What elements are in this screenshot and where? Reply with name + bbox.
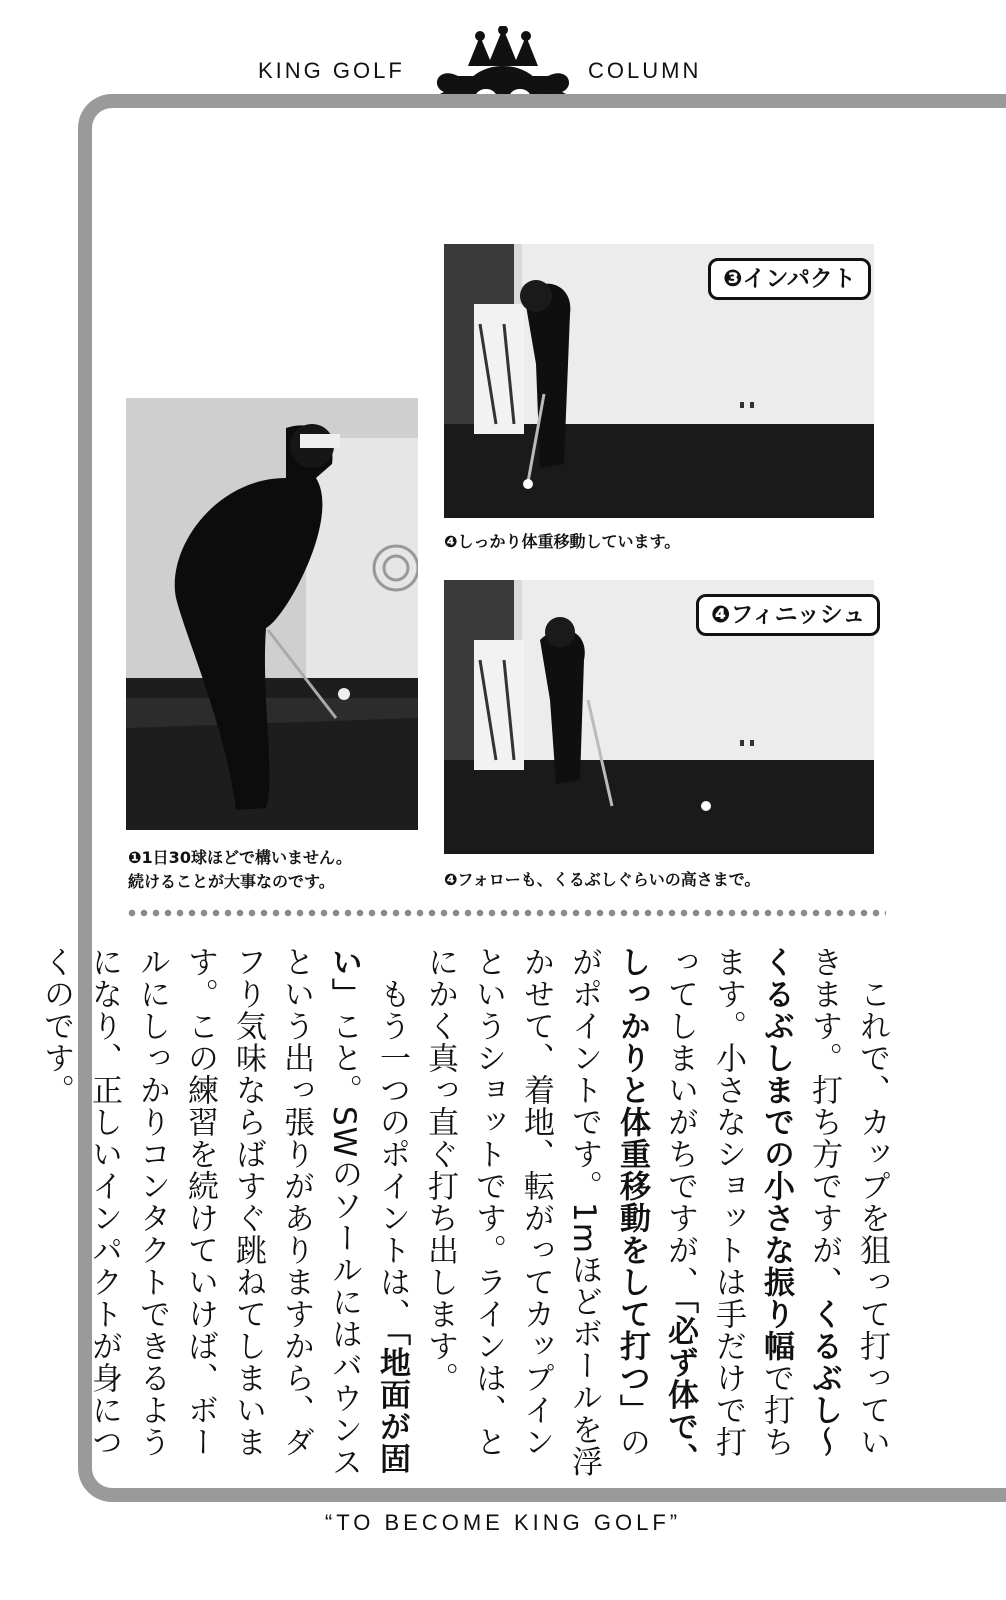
label-impact: ❸インパクト (708, 258, 871, 300)
paragraph-2: もう一つのポイントは、「地面が固い」こと。SWのソールにはバウンスという出っ張りがありますから、ダフり気味ならばすぐ跳ねてしまいます。この練習を続けていけば、ボールにしっかりコンタクトできるようになり、正しいインパクトが身につくのです。 (38, 946, 410, 1479)
caption-follow-through: ❹フォローも、くるぶしぐらいの高さまで。 (444, 870, 761, 889)
caption-address-line2: 続けることが大事なのです。 (128, 872, 335, 891)
photo-address (126, 398, 418, 830)
caption-impact: ❹しっかり体重移動しています。 (444, 532, 681, 551)
label-finish: ❹フィニッシュ (696, 594, 880, 636)
paragraph-1: これで、カップを狙って打っていきます。打ち方ですが、くるぶし～くるぶしまでの小さな振り幅で打ちます。小さなショットは手だけで打ってしまいがちですが、「必ず体で、しっかりと体重移動をして打つ」のがポイントです。1mほどボールを浮かせて、着地、転がってカップインというショットです。ラインは、とにかく真っ直ぐ打ち出します。 (422, 946, 890, 1478)
footer-tagline: “TO BECOME KING GOLF” (324, 1510, 682, 1535)
caption-address-line1: ❶1日30球ほどで構いません。 (128, 848, 352, 867)
column-body-text (38, 946, 896, 1486)
dotted-divider (126, 908, 886, 918)
header-king-golf: KING GOLF (258, 58, 405, 83)
header-column: COLUMN (588, 58, 702, 83)
